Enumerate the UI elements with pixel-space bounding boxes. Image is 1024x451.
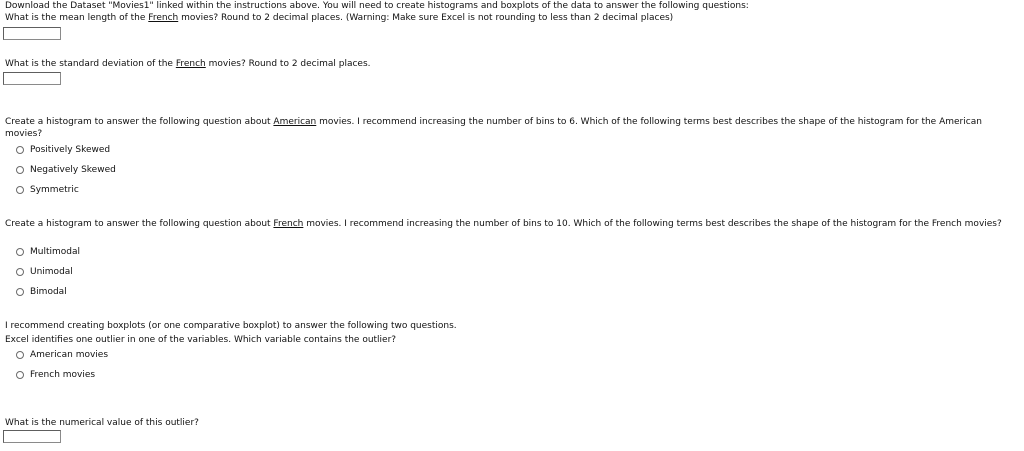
q5-block [5,320,1018,346]
q4-prompt-pre: Create a histogram to answer the following question about [5,219,274,229]
q3-american-link[interactable]: American [273,117,317,127]
q3-option-positively-skewed[interactable] [16,144,110,156]
q4-prompt-post: movies. I recommend increasing the number of bins to 10. Which of the following terms best describes the shape of the histogram for the French movies? [303,219,1002,229]
radio-button-icon[interactable] [16,351,24,359]
q3-option-label: Negatively Skewed [30,165,116,175]
q6-prompt: What is the numerical value of this outlier? [5,418,199,428]
q2-french-link[interactable]: French [175,59,206,69]
q5-option-french-movies[interactable] [16,369,95,381]
radio-button-icon[interactable] [16,371,24,379]
q2-prompt [5,58,1018,70]
q4-french-link[interactable]: French [273,219,304,229]
q3-option-symmetric[interactable] [16,184,79,196]
q1-answer-input[interactable] [3,27,61,40]
q6-block [5,417,1018,429]
radio-button-icon[interactable] [16,186,24,194]
q4-option-unimodal[interactable] [16,266,73,278]
q5-option-label: American movies [30,350,109,360]
q3-block [5,116,1018,140]
q3-prompt [5,116,1018,140]
q3-prompt-post: movies. I recommend increasing the number of bins to 6. Which of the following terms best describes the shape of the histogram for the American movies? [5,117,982,139]
q1-prompt-post: movies? Round to 2 decimal places. (Warning: Make sure Excel is not rounding to less than 2 decimal places) [178,13,674,23]
radio-button-icon[interactable] [16,268,24,276]
q3-option-negatively-skewed[interactable] [16,164,116,176]
q2-answer-input[interactable] [3,72,61,85]
q4-option-multimodal[interactable] [16,246,80,258]
q5-prompt: Excel identifies one outlier in one of the variables. Which variable contains the outlier? [5,335,397,345]
q3-option-label: Positively Skewed [30,145,111,155]
q6-answer-input[interactable] [3,430,61,443]
q4-option-label: Bimodal [30,287,67,297]
radio-button-icon[interactable] [16,288,24,296]
radio-button-icon[interactable] [16,166,24,174]
q1-prompt-pre: What is the mean length of the [5,13,149,23]
q1-prompt [5,12,1018,24]
q3-option-label: Symmetric [30,185,79,195]
radio-button-icon[interactable] [16,146,24,154]
q4-option-label: Unimodal [30,267,73,277]
q5-option-label: French movies [30,370,96,380]
q4-prompt [5,218,1018,230]
q2-prompt-pre: What is the standard deviation of the [5,59,176,69]
q4-block [5,218,1018,230]
q4-option-bimodal[interactable] [16,286,67,298]
q4-option-label: Multimodal [30,247,81,257]
q2-block [5,58,1018,70]
q1-french-link[interactable]: French [148,13,179,23]
q3-prompt-pre: Create a histogram to answer the following question about [5,117,274,127]
q2-prompt-post: movies? Round to 2 decimal places. [205,59,371,69]
q5-intro: I recommend creating boxplots (or one comparative boxplot) to answer the following two questions. [5,321,457,331]
intro-text: Download the Dataset "Movies1" linked within the instructions above. You will need to create histograms and boxplots of the data to answer the following questions: [5,1,749,11]
q5-option-american-movies[interactable] [16,349,108,361]
radio-button-icon[interactable] [16,248,24,256]
intro-text-block [5,0,1018,24]
